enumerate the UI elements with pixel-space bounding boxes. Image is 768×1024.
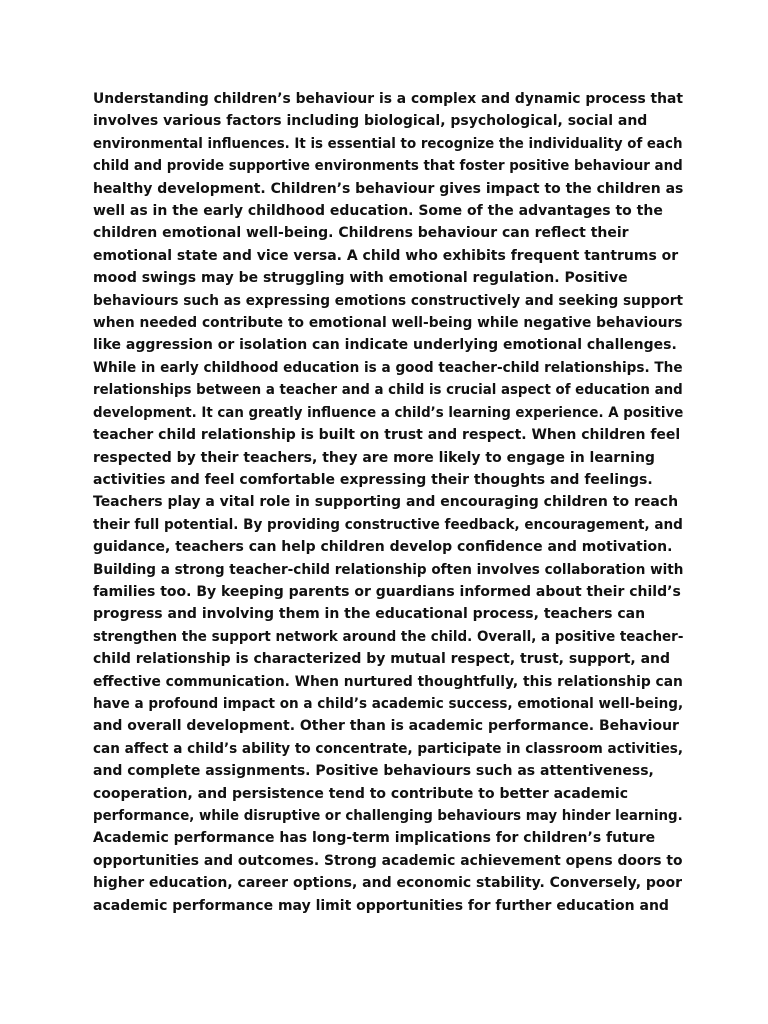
text-line: like aggression or isolation can indicate underlying emotional challenges. <box>93 337 677 354</box>
text-line: development. It can greatly influence a child’s learning experience. A positive <box>93 404 684 421</box>
text-line: activities and feel comfortable expressing their thoughts and feelings. <box>93 471 653 488</box>
text-line: well as in the early childhood education. Some of the advantages to the <box>93 203 663 220</box>
text-line: respected by their teachers, they are more likely to engage in learning <box>93 449 655 466</box>
text-line: Building a strong teacher-child relationship often involves collaboration with <box>93 561 684 578</box>
text-line: children emotional well-being. Childrens behaviour can reflect their <box>93 225 629 242</box>
text-line: academic performance may limit opportunities for further education and <box>93 897 669 914</box>
text-line: child relationship is characterized by mutual respect, trust, support, and <box>93 651 671 668</box>
text-line: Academic performance has long-term implications for children’s future <box>93 830 656 847</box>
text-line: child and provide supportive environments that foster positive behaviour and <box>93 158 683 175</box>
text-line: have a profound impact on a child’s academic success, emotional well-being, <box>93 695 684 712</box>
text-line: environmental influences. It is essential to recognize the individuality of each <box>93 135 683 152</box>
text-line: families too. By keeping parents or guardians informed about their child’s <box>93 583 681 600</box>
text-line: and overall development. Other than is academic performance. Behaviour <box>93 718 679 735</box>
text-line: cooperation, and persistence tend to contribute to better academic <box>93 785 629 802</box>
text-line: higher education, career options, and economic stability. Conversely, poor <box>93 875 683 892</box>
text-line: can affect a child’s ability to concentrate, participate in classroom activities, <box>93 740 684 757</box>
text-line: teacher child relationship is built on trust and respect. When children feel <box>93 427 681 444</box>
text-line: Teachers play a vital role in supporting and encouraging children to reach <box>93 494 679 511</box>
text-line: behaviours such as expressing emotions constructively and seeking support <box>93 292 684 309</box>
text-line: and complete assignments. Positive behaviours such as attentiveness, <box>93 763 654 780</box>
text-line: relationships between a teacher and a child is crucial aspect of education and <box>93 382 683 399</box>
text-line: emotional state and vice versa. A child who exhibits frequent tantrums or <box>93 247 679 264</box>
text-line: guidance, teachers can help children develop confidence and motivation. <box>93 539 673 556</box>
text-line: their full potential. By providing constructive feedback, encouragement, and <box>93 516 683 533</box>
text-line: progress and involving them in the educational process, teachers can <box>93 606 646 623</box>
text-line: strengthen the support network around the child. Overall, a positive teacher- <box>93 628 684 645</box>
text-line: involves various factors including biological, psychological, social and <box>93 113 648 130</box>
text-line: While in early childhood education is a good teacher-child relationships. The <box>93 359 683 376</box>
text-line: opportunities and outcomes. Strong academic achievement opens doors to <box>93 852 683 869</box>
text-line: Understanding children’s behaviour is a complex and dynamic process that <box>93 91 684 107</box>
text-line: performance, while disruptive or challenging behaviours may hinder learning. <box>93 808 683 824</box>
body-paragraph <box>93 88 683 917</box>
text-line: healthy development. Children’s behaviour gives impact to the children as <box>93 180 684 197</box>
text-line: mood swings may be struggling with emotional regulation. Positive <box>93 270 628 287</box>
text-line: effective communication. When nurtured thoughtfully, this relationship can <box>93 673 683 690</box>
text-line: when needed contribute to emotional well-being while negative behaviours <box>93 315 683 332</box>
